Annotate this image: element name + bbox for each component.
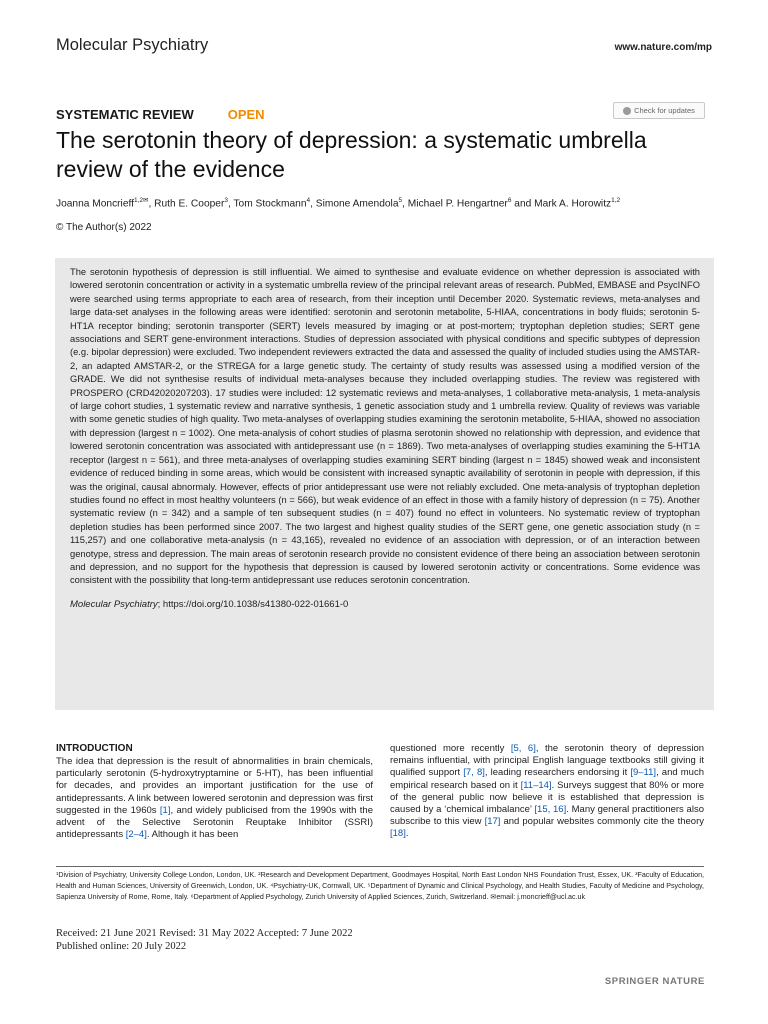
- author-separator: ,: [402, 198, 408, 210]
- body-text: , leading researchers endorsing it: [484, 767, 631, 779]
- author-name[interactable]: Tom Stockmann: [233, 198, 307, 210]
- author-name[interactable]: Simone Amendola: [315, 198, 399, 210]
- author-affiliation: 5: [398, 197, 403, 204]
- author-affiliation: 1,2: [611, 197, 621, 204]
- author-list: [56, 196, 746, 209]
- update-icon: [623, 107, 631, 115]
- reference-link[interactable]: [2–4]: [125, 829, 147, 841]
- citation-journal: Molecular Psychiatry: [70, 598, 158, 610]
- received-revised-accepted-dates: Received: 21 June 2021 Revised: 31 May 2022 Accepted: 7 June 2022: [56, 928, 353, 939]
- author-affiliation: 6: [507, 197, 512, 204]
- reference-link[interactable]: [1]: [159, 804, 171, 816]
- body-text: , the serotonin theory of depression remains influential, with principal English language textbooks still giving it qualified support: [390, 743, 705, 779]
- open-access-label: OPEN: [227, 107, 265, 122]
- author-separator: ,: [227, 198, 234, 210]
- author-affiliation: 1,2✉: [133, 197, 149, 204]
- author-name[interactable]: Ruth E. Cooper: [154, 198, 225, 210]
- abstract-text: The serotonin hypothesis of depression is still influential. We aimed to synthesise and evaluate evidence on whether depression is associated with lowered serotonin concentration or activity in a systematic umbrella review of the principal relevant areas of research. PubMed, EMBASE and PsycINFO were searched using terms appropriate to each area of research, from their inception until December 2020. Systematic reviews, meta-analyses and large data-set analyses in the following areas were identified: serotonin and serotonin metabolite, 5-HIAA, concentrations in body fluids; serotonin 5-HT1A receptor binding; serotonin transporter (SERT) levels measured by imaging or at post-mortem; tryptophan depletion studies; SERT gene associations and SERT gene-environment interactions. Studies of depression associated with physical conditions and specific subtypes of depression (e.g. bipolar depression) were excluded. Two independent reviewers extracted the data and assessed the quality of included studies using the AMSTAR-2, an adapted AMSTAR-2, or the STREGA for a large genetic study. The certainty of study results was assessed using a modified version of the GRADE. We did not synthesise results of individual meta-analyses because they included overlapping studies. The review was registered with PROSPERO (CRD42020207203). 17 studies were included: 12 systematic reviews and meta-analyses, 1 collaborative meta-analysis, 1 meta-analysis of large cohort studies, 1 systematic review and narrative synthesis, 1 genetic association study and 1 umbrella review. Quality of reviews was variable with some genetic studies of high quality. Two meta-analyses of overlapping studies examining the serotonin metabolite, 5-HIAA, showed no association with depression (largest n = 1002). One meta-analysis of cohort studies of plasma serotonin showed no relationship with depression, and evidence that lowered serotonin concentration was associated with antidepressant use (n = 1869). Two meta-analyses of overlapping studies examining the 5-HT1A receptor (largest n = 561), and three meta-analyses of overlapping studies examining SERT binding (largest n = 1845) showed weak and inconsistent evidence of reduced binding in some areas, which would be consistent with increased synaptic availability of serotonin in people with depression, if this was the original, causal abnormaly. However, effects of prior antidepressant use were not reliably excluded. One meta-analysis of tryptophan depletion studies found no effect in most healthy volunteers (n = 566), but weak evidence of an effect in those with a family history of depression (n = 75). Another systematic review (n = 342) and a sample of ten subsequent studies (n = 407) found no effect in volunteers. No systematic review of tryptophan depletion studies has been performed since 2007. The two largest and highest quality studies of the SERT gene, one genetic association study (n = 115,257) and one collaborative meta-analysis (n = 43,165), revealed no evidence of an association with depression, or of an interaction between genotype, stress and depression. The main areas of serotonin research provide no consistent evidence of there being an association between serotonin and depression, and no support for the hypothesis that depression is caused by lowered serotonin activity or concentrations. Some evidence was consistent with the possibility that long-term antidepressant use reduces serotonin concentration.: [70, 267, 700, 586]
- article-dates: [56, 928, 353, 953]
- body-text: and popular websites commonly cite the theory: [500, 816, 704, 828]
- article-type-label: SYSTEMATIC REVIEW: [56, 107, 194, 122]
- intro-left-column: [56, 756, 373, 841]
- footnote-divider: [56, 866, 704, 867]
- author-name[interactable]: Joanna Moncrieff: [56, 198, 134, 210]
- body-text: . Although it has been: [146, 829, 239, 841]
- journal-name: Molecular Psychiatry: [56, 36, 209, 54]
- body-text: questioned more recently: [390, 743, 511, 754]
- intro-right-column: [390, 743, 704, 841]
- published-online-date: Published online: 20 July 2022: [56, 940, 187, 952]
- body-text: , and widely publicised from the 1990s with the advent of the Selective Serotonin Reuptake Inhibitor (SSRI) antidepressants: [56, 804, 373, 841]
- check-for-updates-label: Check for updates: [634, 106, 695, 115]
- article-label-row: [56, 107, 265, 122]
- author-separator: ,: [148, 198, 155, 210]
- copyright-notice: © The Author(s) 2022: [56, 222, 152, 233]
- reference-link[interactable]: [7, 8]: [463, 767, 485, 779]
- reference-link[interactable]: [17]: [484, 816, 501, 828]
- introduction-heading: INTRODUCTION: [56, 743, 133, 754]
- reference-link[interactable]: [18]: [390, 828, 406, 840]
- author-affiliation: 4: [306, 197, 311, 204]
- reference-link[interactable]: [9–11]: [630, 767, 657, 779]
- publisher-logo: SPRINGER NATURE: [604, 976, 705, 987]
- abstract-box: [55, 258, 714, 710]
- author-name[interactable]: Michael P. Hengartner: [407, 198, 508, 210]
- body-text: . Surveys suggest that 80% or more of the general public now believe it is established that depression is caused by a ‘chemical imbalance’: [390, 779, 704, 816]
- body-text: .: [405, 828, 409, 840]
- body-text: . Many general practitioners also subscribe to this view: [390, 804, 704, 828]
- body-text: , and much empirical research based on it: [390, 767, 704, 791]
- reference-link[interactable]: [11–14]: [520, 779, 552, 791]
- author-name[interactable]: Mark A. Horowitz: [534, 198, 612, 210]
- author-affiliation: 3: [224, 197, 228, 204]
- article-title: The serotonin theory of depression: a systematic umbrella review of the evidence: [56, 127, 647, 182]
- journal-url-link[interactable]: www.nature.com/mp: [614, 42, 712, 53]
- check-for-updates-button[interactable]: [613, 102, 705, 119]
- abstract-citation: [70, 599, 700, 610]
- reference-link[interactable]: [15, 16]: [534, 804, 567, 816]
- affiliation-footnotes: ¹Division of Psychiatry, University College London, London, UK. ²Research and Development Department, Goodmayes Hospital, North East London NHS Foundation Trust, Essex, UK. ³Faculty of Education, Health and Human Sciences, University of Greenwich, London, UK. ⁴Psychiatry-UK, Cornwall, UK. ⁵Department of Dynamic and Clinical Psychology, and Health Studies, Faculty of Medicine and Psychology, Sapienza University of Rome, Rome, Italy. ⁶Department of Applied Psychology, Zurich University of Applied Sciences, Zurich, Switzerland. ✉email: j.moncrieff@ucl.ac.uk: [56, 871, 704, 901]
- body-text: The idea that depression is the result of abnormalities in brain chemicals, particularly serotonin (5-hydroxytryptamine or 5-HT), has been influential for decades, and provides an important justification for the use of antidepressants. A link between lowered serotonin and depression was first suggested in the 1960s: [56, 756, 373, 816]
- author-separator: and: [511, 198, 535, 210]
- author-separator: ,: [310, 198, 316, 210]
- reference-link[interactable]: [5, 6]: [510, 743, 536, 754]
- citation-doi-link[interactable]: ; https://doi.org/10.1038/s41380-022-01661-0: [157, 598, 349, 610]
